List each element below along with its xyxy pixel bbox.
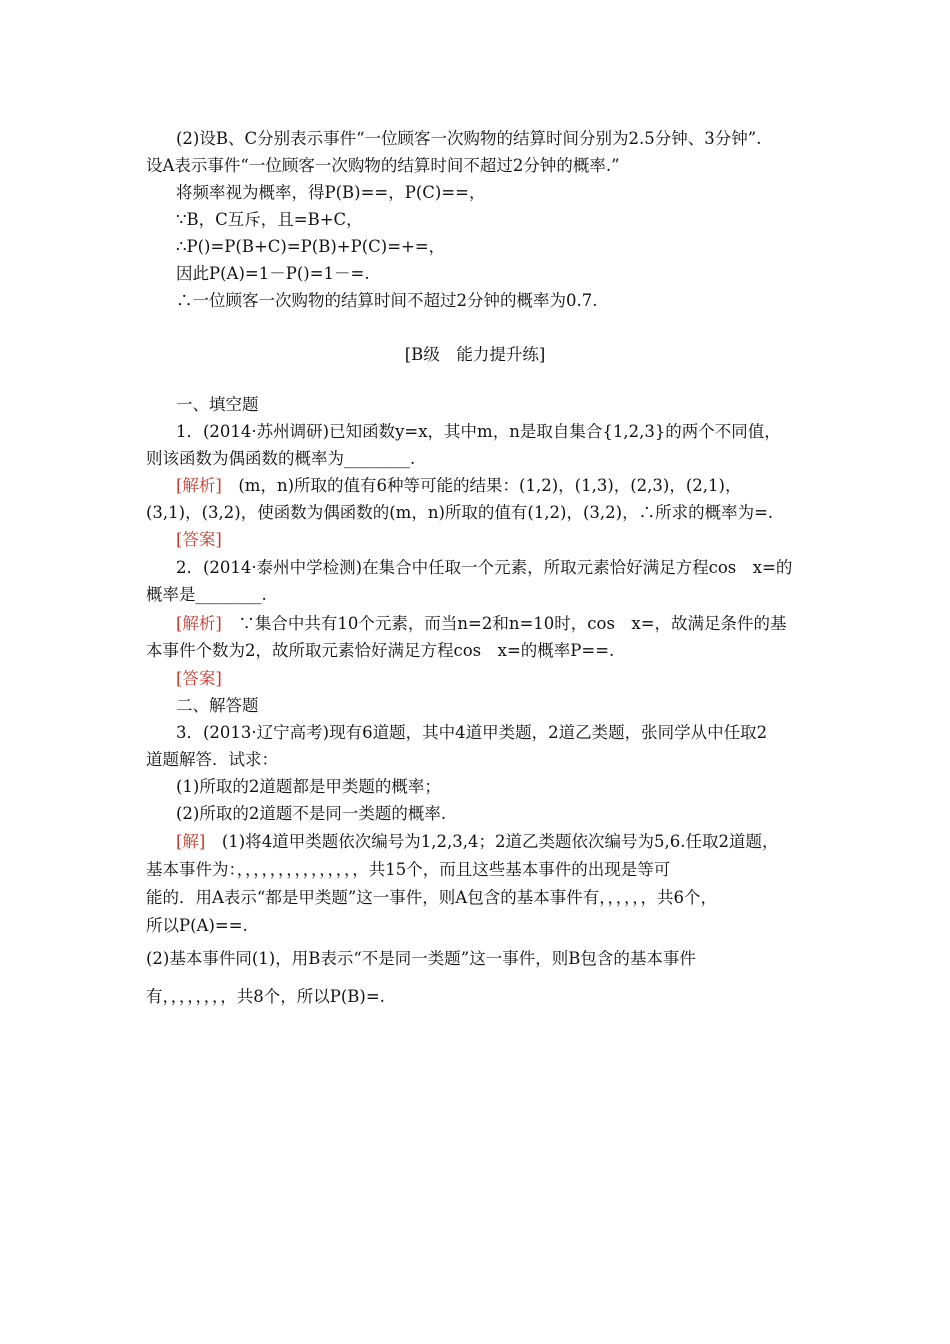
analysis-tag: [解析] <box>176 476 222 495</box>
analysis-line: (3,1)，(3,2)，使函数为偶函数的(m，n)所取的值有(1,2)，(3,2)，∴所求的概率为=. <box>146 503 774 522</box>
question-line: 3．(2013·辽宁高考)现有6道题，其中4道甲类题，2道乙类题，张同学从中任取2 <box>176 723 768 742</box>
solution-line <box>176 831 778 853</box>
solution-line: 能的．用A表示“都是甲类题”这一事件，则A包含的基本事件有，，，，，，共6个， <box>146 888 717 907</box>
analysis-text: (m，n)所取的值有6种等可能的结果：(1,2)，(1,3)，(2,3)，(2,1)， <box>238 476 742 495</box>
text-line: 因此P(A)=1－P()=1－=. <box>176 264 370 283</box>
question-line: 道题解答．试求： <box>146 750 278 769</box>
question-line: 则该函数为偶函数的概率为________. <box>146 449 416 468</box>
subsection-heading: 一、填空题 <box>176 395 259 414</box>
section-heading: [B级 能力提升练] <box>404 345 546 364</box>
answer-line <box>176 529 222 551</box>
solution-line: 所以P(A)==. <box>146 916 248 935</box>
answer-tag: [答案] <box>176 669 222 688</box>
solution-tag: [解] <box>176 832 206 851</box>
analysis-line <box>176 475 741 497</box>
solution-text: (1)将4道甲类题依次编号为1,2,3,4；2道乙类题依次编号为5,6.任取2道题， <box>221 832 779 851</box>
question-line: (1)所取的2道题都是甲类题的概率； <box>176 777 441 796</box>
text-line: ∴P()=P(B+C)=P(B)+P(C)=+=， <box>176 237 446 256</box>
answer-line <box>176 668 222 690</box>
analysis-line: 本事件个数为2，故所取元素恰好满足方程cos x=的概率P==. <box>146 641 615 660</box>
analysis-tag: [解析] <box>176 614 222 633</box>
question-line: 概率是________. <box>146 585 267 604</box>
question-line: 2．(2014·泰州中学检测)在集合中任取一个元素，所取元素恰好满足方程cos x=的 <box>176 558 793 577</box>
analysis-text: ∵集合中共有10个元素，而当n=2和n=10时，cos x=，故满足条件的基 <box>238 614 787 633</box>
text-line: ∵B，C互斥，且=B+C， <box>176 210 363 229</box>
subsection-heading: 二、解答题 <box>176 696 259 715</box>
solution-line: 基本事件为：，，，，，，，，，，，，，，，共15个，而且这些基本事件的出现是等可 <box>146 860 671 879</box>
text-line: 设A表示事件“一位顾客一次购物的结算时间不超过2分钟的概率.” <box>146 156 620 175</box>
analysis-line <box>176 613 787 635</box>
text-line: 将频率视为概率，得P(B)==，P(C)==， <box>176 183 486 202</box>
text-line: (2)设B、C分别表示事件“一位顾客一次购物的结算时间分别为2.5分钟、3分钟”. <box>176 129 762 148</box>
question-line: (2)所取的2道题不是同一类题的概率. <box>176 804 447 823</box>
question-line: 1．(2014·苏州调研)已知函数y=x，其中m，n是取自集合{1,2,3}的两个不同值， <box>176 422 781 441</box>
solution-line: (2)基本事件同(1)，用B表示“不是同一类题”这一事件，则B包含的基本事件 <box>146 949 696 968</box>
answer-tag: [答案] <box>176 530 222 549</box>
text-line: ∴一位顾客一次购物的结算时间不超过2分钟的概率为0.7. <box>176 291 598 310</box>
solution-line: 有，，，，，，，，共8个，所以P(B)=. <box>146 987 385 1006</box>
